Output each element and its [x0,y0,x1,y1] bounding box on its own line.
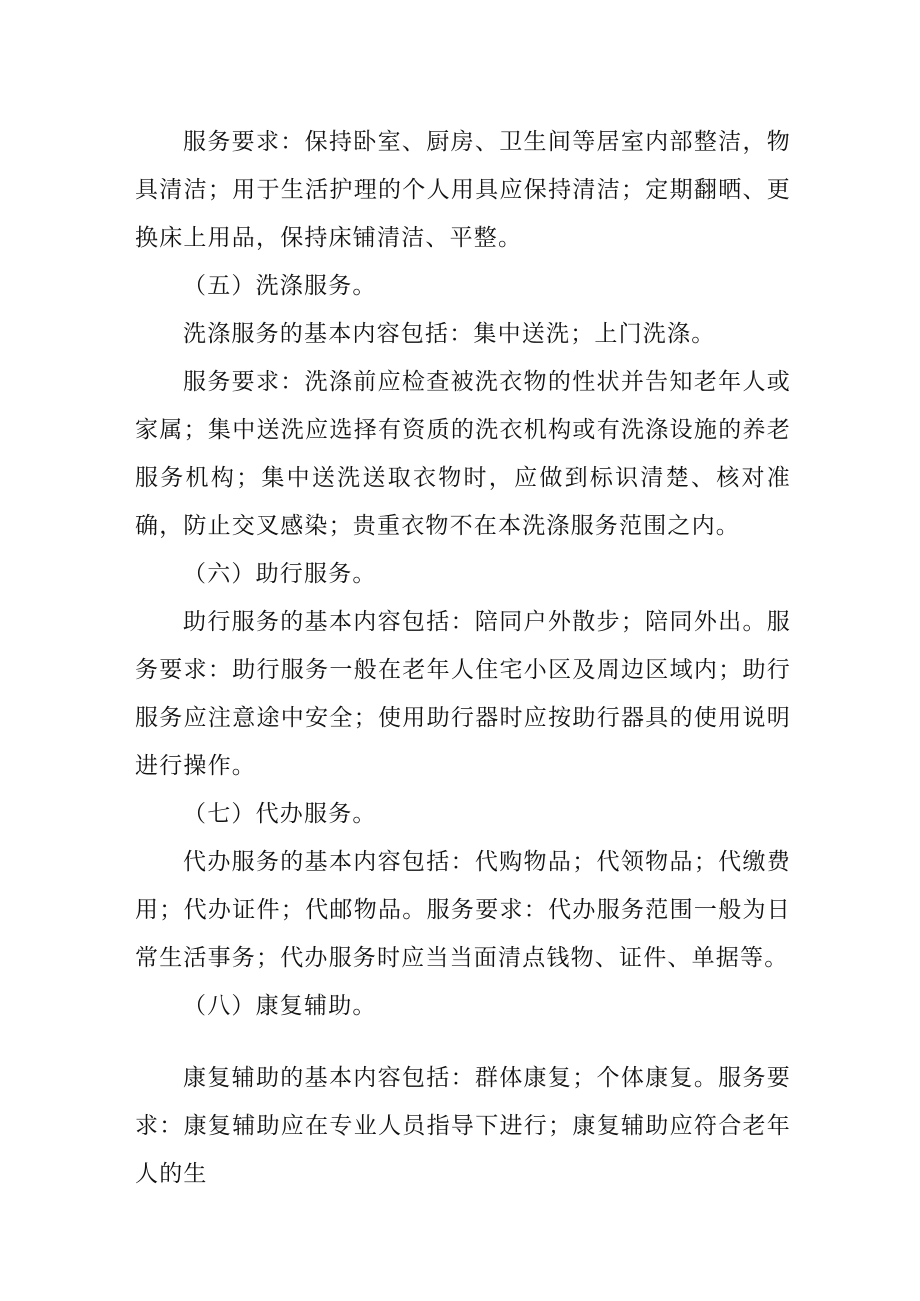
paragraph-cleaning-requirements: 服务要求：保持卧室、厨房、卫生间等居室内部整洁，物具清洁；用于生活护理的个人用具应保持清洁；定期翻晒、更换床上用品，保持床铺清洁、平整。 [135,129,791,251]
paragraph-errand-service: 代办服务的基本内容包括：代购物品；代领物品；代缴费用；代办证件；代邮物品。服务要求：代办服务范围一般为日常生活事务；代办服务时应当当面清点钱物、证件、单据等。 [135,849,791,971]
heading-walking-assistance: （六）助行服务。 [183,561,377,587]
paragraph-laundry-content: 洗涤服务的基本内容包括：集中送洗；上门洗涤。 [183,321,716,347]
document-body [135,118,791,1198]
paragraph-walking-assistance: 助行服务的基本内容包括：陪同户外散步；陪同外出。服务要求：助行服务一般在老年人住宅小区及周边区域内；助行服务应注意途中安全；使用助行器时应按助行器具的使用说明进行操作。 [135,609,791,779]
heading-rehabilitation-assistance: （八）康复辅助。 [183,993,377,1019]
paragraph-laundry-requirements: 服务要求：洗涤前应检查被洗衣物的性状并告知老年人或家属；集中送洗应选择有资质的洗衣机构或有洗涤设施的养老服务机构；集中送洗送取衣物时，应做到标识清楚、核对准确，防止交叉感染；贵重衣物不在本洗涤服务范围之内。 [135,369,791,539]
heading-errand-service: （七）代办服务。 [183,801,377,827]
paragraph-rehabilitation-assistance: 康复辅助的基本内容包括：群体康复；个体康复。服务要求：康复辅助应在专业人员指导下进行；康复辅助应符合老年人的生 [135,1065,791,1187]
heading-laundry-service: （五）洗涤服务。 [183,273,377,299]
